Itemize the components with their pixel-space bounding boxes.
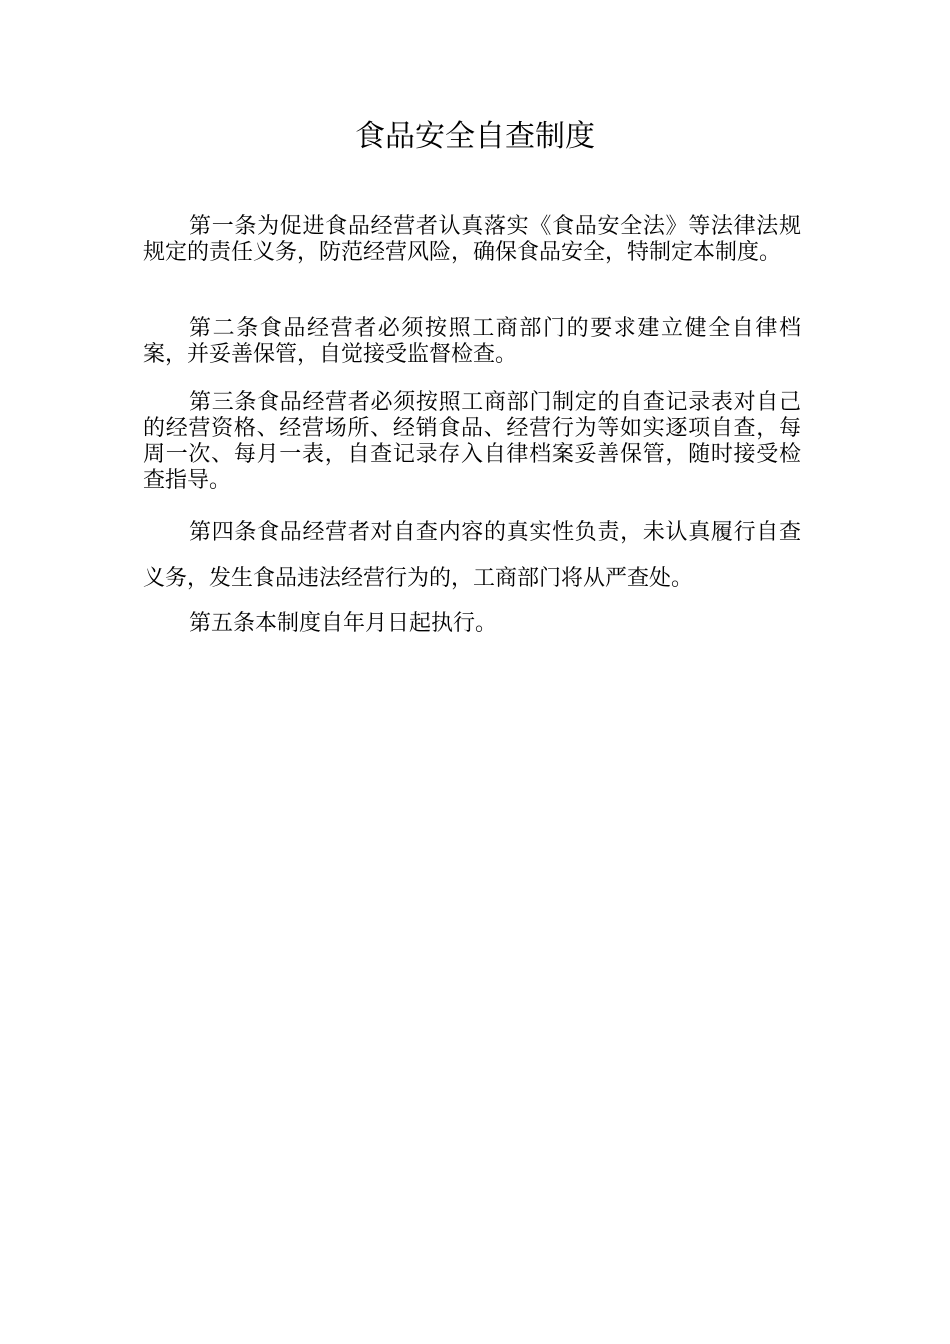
article-4: 第四条食品经营者对自查内容的真实性负责，未认真履行自查义务，发生食品违法经营行为的，工商部门将从严查处。: [143, 520, 801, 591]
article-2: 第二条食品经营者必须按照工商部门的要求建立健全自律档案，并妥善保管，自觉接受监督检查。: [143, 316, 801, 367]
page-title: 食品安全自查制度: [355, 119, 595, 154]
article-1: 第一条为促进食品经营者认真落实《食品安全法》等法律法规规定的责任义务，防范经营风险，确保食品安全，特制定本制度。: [143, 214, 801, 265]
article-3: 第三条食品经营者必须按照工商部门制定的自查记录表对自己的经营资格、经营场所、经销食品、经营行为等如实逐项自查，每周一次、每月一表，自查记录存入自律档案妥善保管，随时接受检查指导。: [143, 390, 801, 493]
article-5: 第五条本制度自年月日起执行。: [189, 611, 498, 636]
